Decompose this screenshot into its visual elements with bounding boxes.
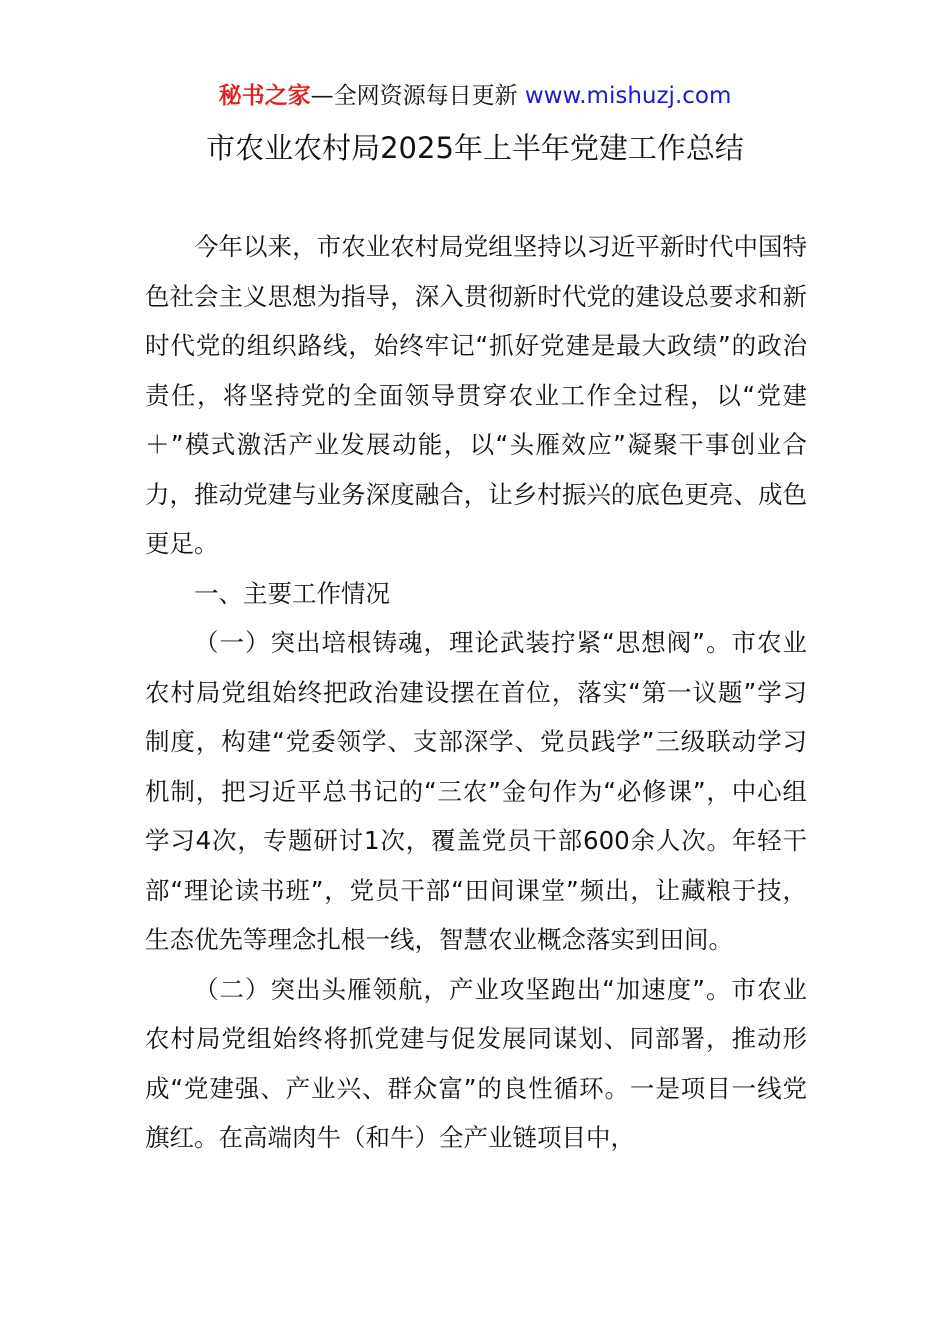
document-body xyxy=(145,222,807,1163)
intro-paragraph: 今年以来，市农业农村局党组坚持以习近平新时代中国特色社会主义思想为指导，深入贯彻新时代党的建设总要求和新时代党的组织路线，始终牢记“抓好党建是最大政绩”的政治责任，将坚持党的全面领导贯穿农业工作全过程，以“党建＋”模式激活产业发展动能，以“头雁效应”凝聚干事创业合力，推动党建与业务深度融合，让乡村振兴的底色更亮、成色更足。 xyxy=(145,232,807,558)
brand-name: 秘书之家 xyxy=(218,83,311,109)
site-url-link[interactable]: www.mishuzj.com xyxy=(524,83,732,109)
body-paragraph: （一）突出培根铸魂，理论武装拧紧“思想阀”。市农业农村局党组始终把政治建设摆在首位，落实“第一议题”学习制度，构建“党委领学、支部深学、党员践学”三级联动学习机制，把习近平总书记的“三农”金句作为“必修课”，中心组学习4次，专题研讨1次，覆盖党员干部600余人次。年轻干部“理论读书班”，党员干部“田间课堂”频出，让藏粮于技，生态优先等理念扎根一线，智慧农业概念落实到田间。 xyxy=(145,628,807,954)
site-banner xyxy=(0,80,950,112)
document-title: 市农业农村局2025年上半年党建工作总结 xyxy=(206,131,744,165)
site-tagline: —全网资源每日更新 xyxy=(310,83,518,109)
section-heading: 一、主要工作情况 xyxy=(194,578,390,608)
body-paragraph: （二）突出头雁领航，产业攻坚跑出“加速度”。市农业农村局党组始终将抓党建与促发展同谋划、同部署，推动形成“党建强、产业兴、群众富”的良性循环。一是项目一线党旗红。在高端肉牛（和牛）全产业链项目中， xyxy=(145,974,807,1152)
